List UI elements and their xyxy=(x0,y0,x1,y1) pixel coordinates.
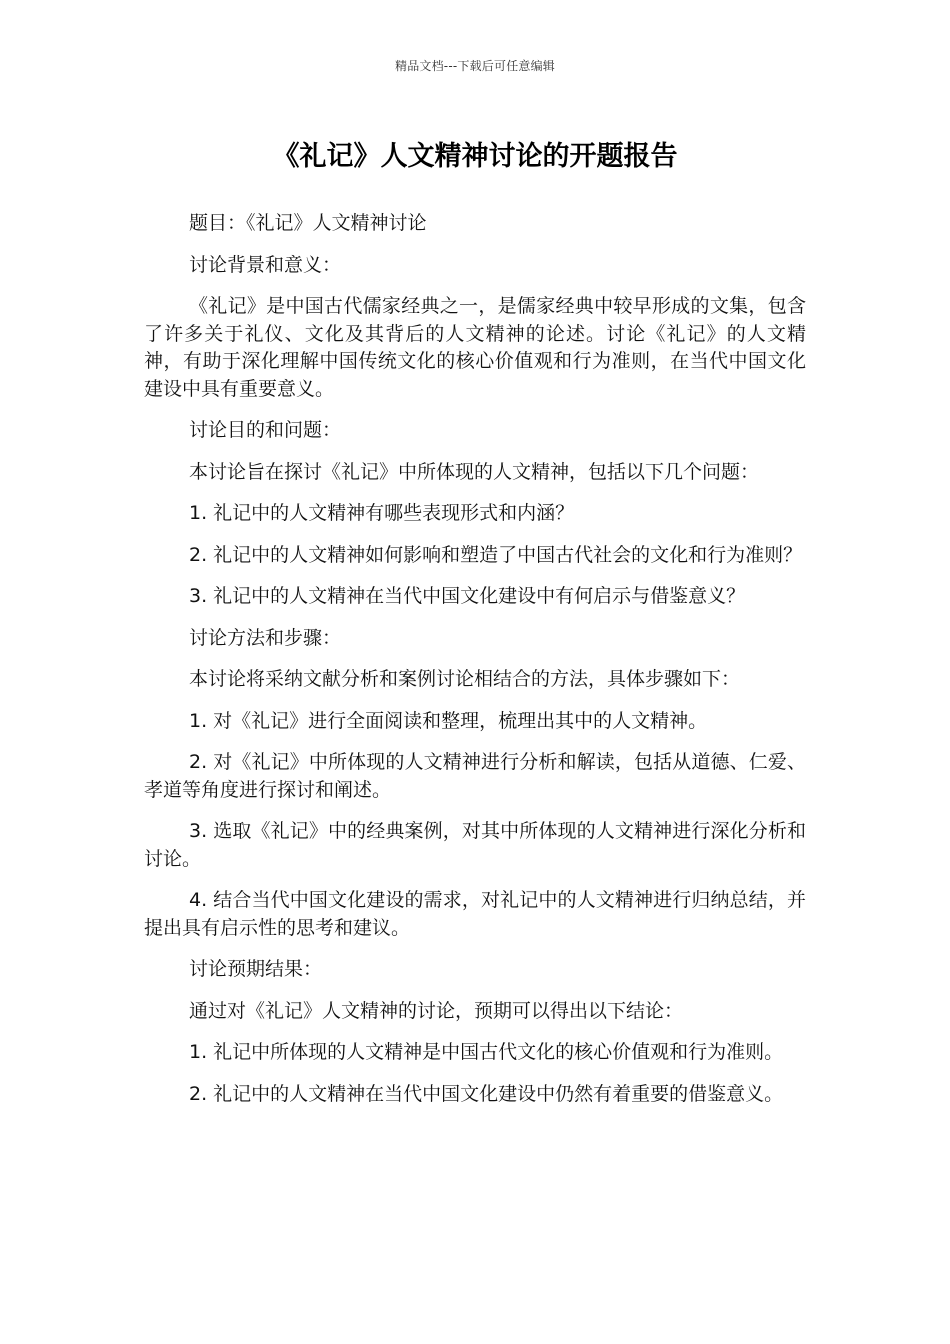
paragraph: 4. 结合当代中国文化建设的需求，对礼记中的人文精神进行归纳总结，并提出具有启示性的思考和建议。 xyxy=(144,889,806,939)
paragraph: 讨论方法和步骤： xyxy=(189,626,342,649)
paragraph: 《礼记》是中国古代儒家经典之一，是儒家经典中较早形成的文集，包含了许多关于礼仪、文化及其背后的人文精神的论述。讨论《礼记》的人文精神，有助于深化理解中国传统文化的核心价值观和行为准则，在当代中国文化建设中具有重要意义。 xyxy=(144,295,806,400)
paragraph: 1. 对《礼记》进行全面阅读和整理，梳理出其中的人文精神。 xyxy=(189,709,708,732)
paragraph: 讨论背景和意义： xyxy=(189,253,342,276)
paragraph: 讨论目的和问题： xyxy=(189,419,342,441)
paragraph: 1. 礼记中所体现的人文精神是中国古代文化的核心价值观和行为准则。 xyxy=(189,1041,784,1063)
paragraph: 本讨论将采纳文献分析和案例讨论相结合的方法，具体步骤如下： xyxy=(189,668,741,690)
paragraph: 题目：《礼记》人文精神讨论 xyxy=(189,212,427,234)
paragraph: 2. 礼记中的人文精神在当代中国文化建设中仍然有着重要的借鉴意义。 xyxy=(189,1082,784,1105)
document-title: 《礼记》人文精神讨论的开题报告 xyxy=(272,141,678,172)
paragraph: 讨论预期结果： xyxy=(189,958,323,980)
header-note: 精品文档---下载后可任意编辑 xyxy=(395,59,555,73)
paragraph: 通过对《礼记》人文精神的讨论，预期可以得出以下结论： xyxy=(189,999,684,1022)
paragraph: 2. 对《礼记》中所体现的人文精神进行分析和解读，包括从道德、仁爱、孝道等角度进行探讨和阐述。 xyxy=(144,751,806,801)
document-body xyxy=(144,210,806,1122)
paragraph: 2. 礼记中的人文精神如何影响和塑造了中国古代社会的文化和行为准则？ xyxy=(189,543,803,566)
paragraph: 1. 礼记中的人文精神有哪些表现形式和内涵？ xyxy=(189,502,575,524)
paragraph: 3. 选取《礼记》中的经典案例，对其中所体现的人文精神进行深化分析和讨论。 xyxy=(144,820,806,870)
paragraph: 3. 礼记中的人文精神在当代中国文化建设中有何启示与借鉴意义？ xyxy=(189,585,746,607)
paragraph: 本讨论旨在探讨《礼记》中所体现的人文精神，包括以下几个问题： xyxy=(189,460,760,483)
